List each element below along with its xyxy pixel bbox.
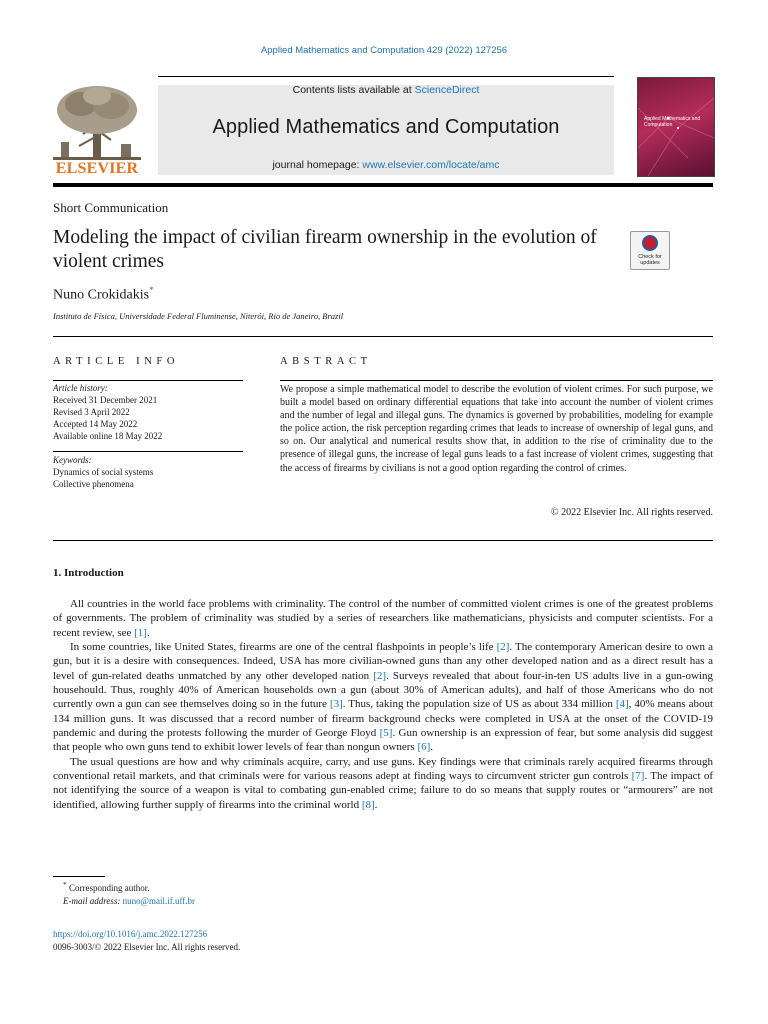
reference-link[interactable]: [5] xyxy=(379,727,393,740)
history-online: Available online 18 May 2022 xyxy=(53,431,163,441)
abstract-text: We propose a simple mathematical model to describe the evolution of violent crimes. For such purpose, we built a model based on ordinary differential equations that take into account the number of violent crimes and the number of legal and illegal guns. The dynamics is governed by probabilities, modeling for example the police action, the risk perception regarding crimes that leads to increase of ownership of legal guns, and so on. Our analytical and numerical results show that, in addition to the rise of criminality due to the presence of illegal guns, the increase of legal guns leads to a fast increase of violent crimes, suggesting that the access of firearms by civilians is not a good option regarding the control of crimes. xyxy=(280,384,713,474)
reference-link[interactable]: [4] xyxy=(615,698,629,711)
homepage-prefix: journal homepage: xyxy=(272,159,360,171)
keyword-item: Dynamics of social systems xyxy=(53,467,154,477)
article-title: Modeling the impact of civilian firearm ownership in the evolution of violent crimes xyxy=(53,227,597,272)
keywords xyxy=(53,454,243,490)
homepage-line xyxy=(158,159,614,171)
article-info-rule xyxy=(53,380,243,381)
journal-citation-link[interactable]: Applied Mathematics and Computation 429 (2022) 127256 xyxy=(260,45,508,56)
check-updates-label: Check for updates xyxy=(638,254,662,266)
article-type: Short Communication xyxy=(53,200,169,215)
reference-link[interactable]: [7] xyxy=(631,770,645,783)
section-rule xyxy=(53,336,713,337)
sciencedirect-link[interactable]: ScienceDirect xyxy=(414,84,480,96)
email-label: E-mail address: xyxy=(63,895,121,906)
reference-link[interactable]: [2] xyxy=(496,641,510,654)
contents-prefix: Contents lists available at xyxy=(292,84,412,96)
keywords-label: Keywords: xyxy=(53,455,92,465)
article-history xyxy=(53,382,243,442)
corresponding-footnote xyxy=(53,879,195,895)
corresponding-author-note: Corresponding author. xyxy=(69,883,150,893)
header-rule xyxy=(158,76,614,77)
reference-link[interactable]: [3] xyxy=(329,698,343,711)
history-accepted: Accepted 14 May 2022 xyxy=(53,419,138,429)
introduction-heading: 1. Introduction xyxy=(53,567,124,579)
footnote-rule xyxy=(53,876,105,877)
reference-link[interactable]: [1] xyxy=(134,626,147,639)
cover-title: Applied Mathematics and Computation xyxy=(644,116,701,128)
history-revised: Revised 3 April 2022 xyxy=(53,407,130,417)
reference-link[interactable]: [8] xyxy=(361,798,375,811)
author-email-link[interactable]: nuno@mail.if.uff.br xyxy=(122,895,196,906)
journal-homepage-link[interactable]: www.elsevier.com/locate/amc xyxy=(362,159,500,171)
abstract-copyright: © 2022 Elsevier Inc. All rights reserved. xyxy=(550,507,713,518)
article-info-heading: ARTICLE INFO xyxy=(53,356,180,367)
abstract-rule xyxy=(280,380,713,381)
affiliation: Instituto de Física, Universidade Federal Fluminense, Niterói, Rio de Janeiro, Brazil xyxy=(53,311,344,321)
corresponding-author-mark[interactable]: * xyxy=(149,285,154,295)
check-for-updates-badge[interactable] xyxy=(630,231,670,270)
footnotes xyxy=(53,879,195,907)
paragraph: All countries in the world face problems with criminality. The control of the number of committed violent crimes is one of the greatest problems of governments. The problem of criminality was studied by a series of researchers like mathematicians, physicists and computer scientists. For a recent review, see [1]. xyxy=(53,598,713,639)
check-updates-icon xyxy=(642,235,658,251)
keyword-item: Collective phenomena xyxy=(53,479,134,489)
doi-link[interactable]: https://doi.org/10.1016/j.amc.2022.127256 xyxy=(53,929,208,939)
author-line xyxy=(53,285,154,304)
journal-cover-thumbnail[interactable] xyxy=(637,77,715,177)
author-name[interactable]: Nuno Crokidakis xyxy=(53,287,150,303)
history-received: Received 31 December 2021 xyxy=(53,395,158,405)
masthead-thick-rule xyxy=(53,183,713,187)
issn-copyright: 0096-3003/© 2022 Elsevier Inc. All rights reserved. xyxy=(53,941,241,952)
introduction-body xyxy=(53,597,713,812)
history-label: Article history: xyxy=(53,383,108,393)
elsevier-wordmark: ELSEVIER xyxy=(55,160,139,177)
reference-link[interactable]: [6] xyxy=(417,741,431,754)
footnote-mark: * xyxy=(63,880,67,889)
paragraph: In some countries, like United States, firearms are one of the central flashpoints in people’s life [2]. The contemporary American desire to own a gun, but it is a desire with consequences. Indeed, USA has more civilian-owned guns than any other developed nation and as a direct result has a level of gun-related deaths unmatched by any other developed nation [2]. Surveys revealed that about four-in-ten US adults live in a gun-owing househould. Thus, roughly 40% of American households own a gun (about 30% of American adults), and half of those Americans who do not currently own a gun can see themselves doing so in the future [3]. Thus, taking the population size of US as about 334 million [4], 40% means about 134 million guns. It was discussed that a record number of firearm background checks were completed in USA at the onset of the COVID-19 pandemic and during the protests following the murder of George Floyd [5]. Gun ownership is an expression of fear, but some analysis did suggest that people who own guns tend to exhibit lower levels of fear than nongun owners [6]. xyxy=(53,641,714,754)
reference-link[interactable]: [2] xyxy=(373,669,387,682)
abstract-heading: ABSTRACT xyxy=(280,356,372,367)
section-rule xyxy=(53,540,713,541)
email-footnote xyxy=(53,895,195,908)
doi-block xyxy=(53,928,240,953)
paragraph: The usual questions are how and why criminals acquire, carry, and use guns. Key findings were that criminals rarely acquired firearms through conventional retail markets, and that criminals were for various reasons adept at finding ways to circumvent stricter gun controls [7]. The impact of not identifying the source of a weapon is vital to combating gun-enabled crime; failure to do so means that supply routes or “armourers” are not identified, allowing further supply of firearms into the criminal world [8]. xyxy=(53,755,713,811)
contents-line xyxy=(158,84,614,96)
keywords-rule xyxy=(53,451,243,452)
journal-title: Applied Mathematics and Computation xyxy=(212,116,560,138)
